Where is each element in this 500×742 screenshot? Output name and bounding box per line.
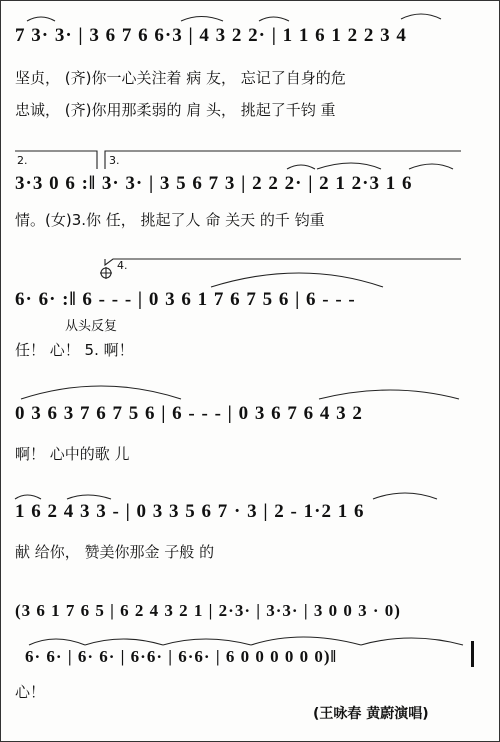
- music-line-1: 7 3· 3· | 3 6 7 6 6·3 | 4 3 2 2· | 1 1 6 1 2 2 3 4: [15, 25, 407, 46]
- music-line-6: (3 6 1 7 6 5 | 6 2 4 3 2 1 | 2·3· | 3·3· | 3 0 0 3 · 0): [15, 601, 401, 620]
- slur: [401, 14, 441, 19]
- lyric-line-2: 情。(女)3.你 任， 挑起了人 命 关天 的千 钧重: [15, 211, 325, 229]
- slur: [409, 164, 453, 169]
- lyric-line-6: 心！: [15, 683, 46, 701]
- ending-mark-3: 3.: [109, 154, 120, 167]
- final-barline: [471, 641, 474, 667]
- music-line-2: 3·3 0 6 :‖ 3· 3· | 3 5 6 7 3 | 2 2 2· | 2 1 2·3 1 6: [15, 173, 413, 194]
- ending-mark-2: 2.: [17, 154, 28, 167]
- credits: (王咏春 黄蔚演唱): [313, 706, 429, 722]
- slur: [319, 390, 459, 399]
- music-line-5: 1 6 2 4 3 3 - | 0 3 3 5 6 7 · 3 | 2 - 1·2 1 6: [15, 501, 365, 522]
- ending-mark-4: 4.: [117, 259, 128, 272]
- slur: [287, 165, 315, 169]
- slur: [361, 638, 463, 645]
- lyric-line-3: 任！ 心！ 5. 啊！: [15, 341, 134, 359]
- slur: [259, 17, 289, 21]
- slur: [85, 639, 163, 645]
- slur: [163, 639, 251, 645]
- music-line-4: 0 3 6 3 7 6 7 5 6 | 6 - - - | 0 3 6 7 6 4 3 2: [15, 403, 363, 424]
- music-line-6-lower: 6· 6· | 6· 6· | 6·6· | 6·6· | 6 0 0 0 0 0 0)‖: [25, 647, 338, 666]
- slur: [21, 386, 181, 399]
- slur: [29, 639, 85, 645]
- segno-icon-cross: [100, 267, 112, 279]
- slur: [251, 637, 361, 645]
- ending-bracket-4: [105, 259, 461, 265]
- lyric-line-4: 啊！ 心中的歌 儿: [15, 445, 130, 463]
- notation-marks: [1, 1, 499, 741]
- repeat-note: 从头反复: [65, 319, 118, 334]
- slur: [181, 17, 223, 22]
- slur: [317, 163, 381, 169]
- slur: [211, 273, 383, 287]
- ending-bracket-2: [15, 151, 97, 169]
- music-line-3: 6· 6· :‖ 6 - - - | 0 3 6 1 7 6 7 5 6 | 6 - - -: [15, 289, 356, 310]
- slur: [27, 17, 55, 21]
- lyric-line-1b: 忠诚， (齐)你用那柔弱的 肩 头， 挑起了千钧 重: [15, 101, 336, 119]
- ending-bracket-3: [105, 151, 461, 169]
- lyric-line-1a: 坚贞， (齐)你一心关注着 病 友， 忘记了自身的危: [15, 69, 346, 87]
- slur: [67, 495, 111, 499]
- slur: [15, 495, 41, 499]
- lyric-line-5: 献 给你， 赞美你那金 子般 的: [15, 543, 215, 561]
- slur: [373, 493, 437, 499]
